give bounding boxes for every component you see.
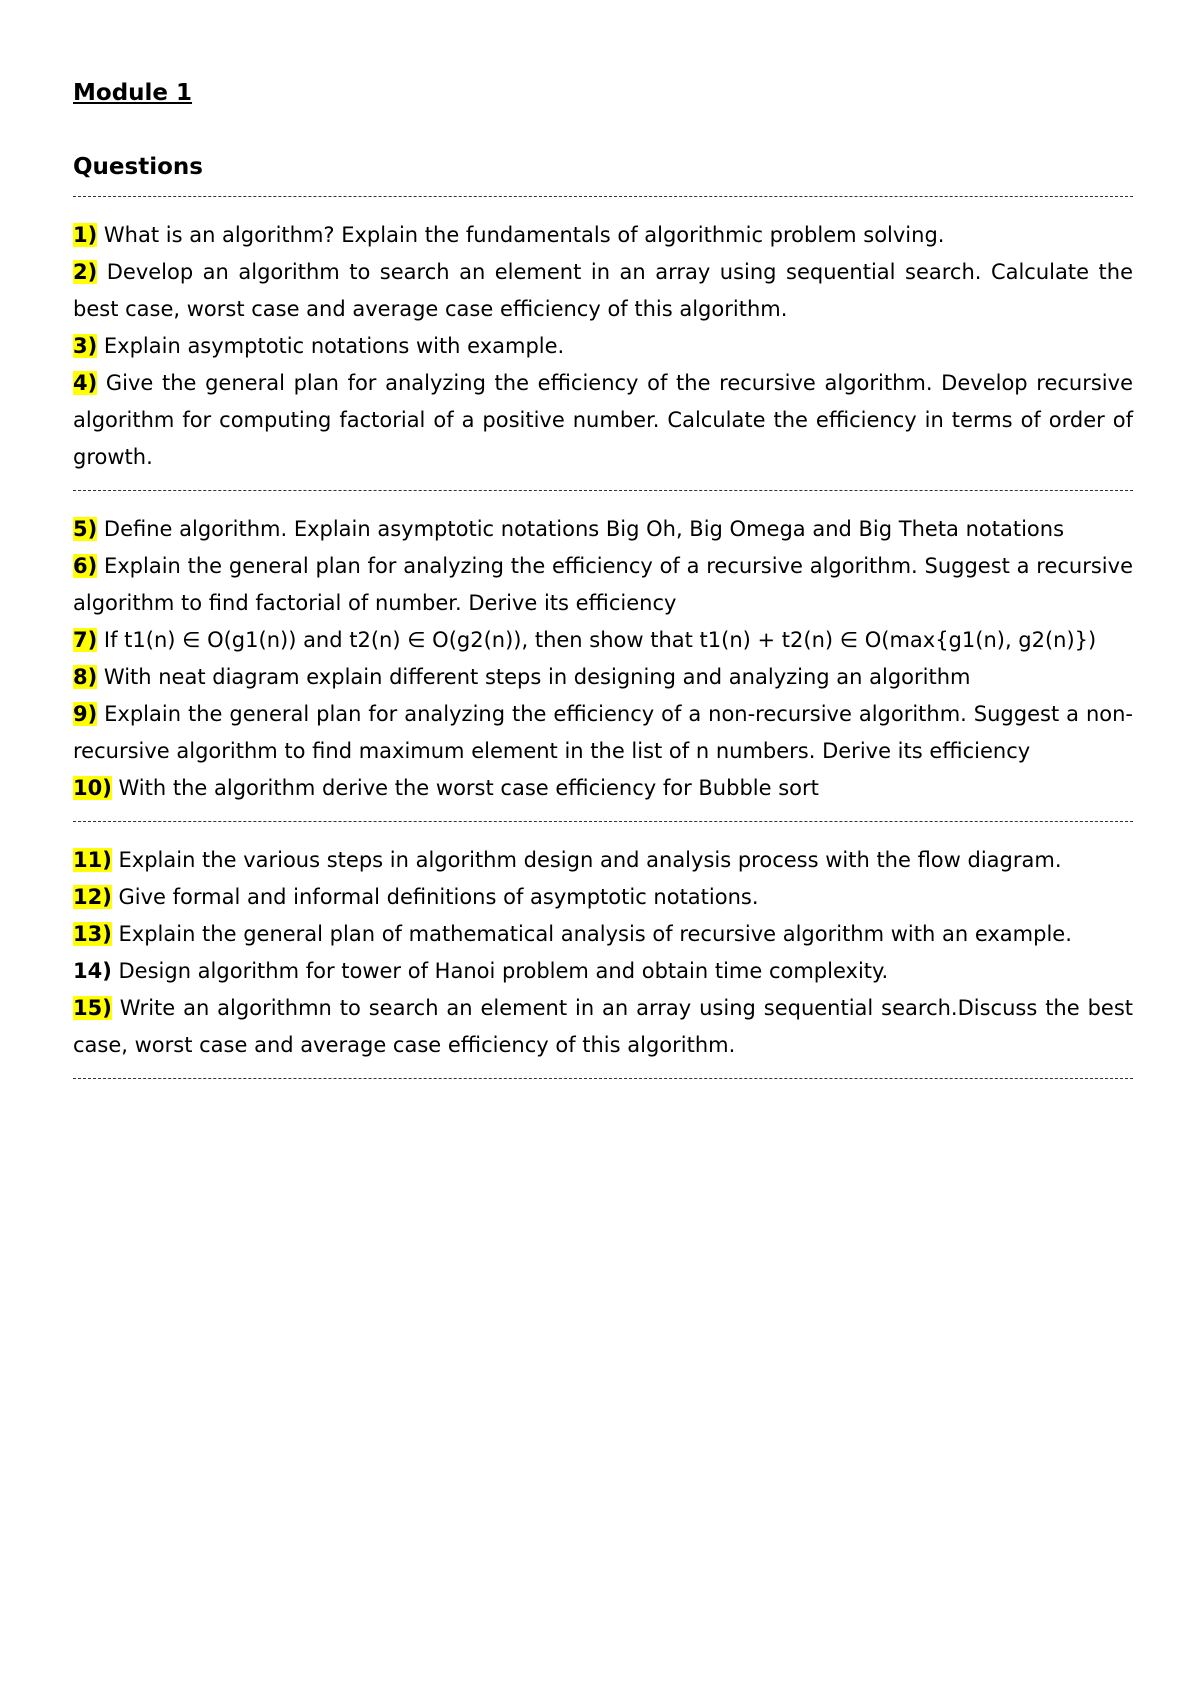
- question-text: Develop an algorithm to search an element in an array using sequential search. Calculate the best case, worst case and average case efficiency of this algorithm.: [73, 260, 1133, 321]
- question-text: If t1(n) ∈ O(g1(n)) and t2(n) ∈ O(g2(n)), then show that t1(n) + t2(n) ∈ O(max{g1(n), g2(n)}): [97, 628, 1097, 652]
- question-text: With neat diagram explain different steps in designing and analyzing an algorithm: [97, 665, 971, 689]
- question-item: [73, 990, 1133, 1064]
- question-number: 10): [73, 776, 112, 800]
- question-item: [73, 842, 1133, 879]
- question-number: 15): [73, 996, 112, 1020]
- separator: [73, 1078, 1133, 1080]
- question-number: 9): [73, 702, 98, 726]
- separator: [73, 196, 1133, 198]
- question-number: 3): [73, 334, 98, 358]
- question-number: 8): [73, 665, 98, 689]
- question-item: [73, 622, 1133, 659]
- separator: [73, 821, 1133, 823]
- question-item: [73, 511, 1133, 548]
- question-item: [73, 548, 1133, 622]
- question-text: Explain asymptotic notations with example.: [97, 334, 565, 358]
- questions-heading: Questions: [73, 154, 203, 180]
- question-number: 1): [73, 223, 98, 247]
- question-item: [73, 696, 1133, 770]
- question-text: Explain the various steps in algorithm design and analysis process with the flow diagram.: [111, 848, 1062, 872]
- question-number: 13): [73, 922, 112, 946]
- question-number: 6): [73, 554, 98, 578]
- question-text: Define algorithm. Explain asymptotic notations Big Oh, Big Omega and Big Theta notations: [97, 517, 1065, 541]
- module-title: Module 1: [73, 80, 193, 106]
- question-text: Write an algorithmn to search an element in an array using sequential search.Discuss the best case, worst case and average case efficiency of this algorithm.: [73, 996, 1133, 1057]
- question-number: 4): [73, 371, 98, 395]
- question-number: 11): [73, 848, 112, 872]
- question-number: 12): [73, 885, 112, 909]
- question-item: [73, 953, 1133, 990]
- question-item: [73, 916, 1133, 953]
- question-number: 2): [73, 260, 98, 284]
- question-item: [73, 770, 1133, 807]
- question-group-3: [73, 842, 1133, 1064]
- question-item: [73, 328, 1133, 365]
- separator: [73, 490, 1133, 492]
- question-text: Give the general plan for analyzing the efficiency of the recursive algorithm. Develop recursive algorithm for computing factorial of a positive number. Calculate the efficiency in terms of order of growth.: [73, 371, 1133, 469]
- question-text: Design algorithm for tower of Hanoi problem and obtain time complexity.: [111, 959, 889, 983]
- question-item: [73, 659, 1133, 696]
- question-number: 5): [73, 517, 98, 541]
- question-item: [73, 217, 1133, 254]
- question-item: [73, 365, 1133, 476]
- question-text: Explain the general plan for analyzing the efficiency of a recursive algorithm. Suggest a recursive algorithm to find factorial of number. Derive its efficiency: [73, 554, 1133, 615]
- question-text: What is an algorithm? Explain the fundamentals of algorithmic problem solving.: [97, 223, 945, 247]
- question-number: 14): [73, 959, 112, 983]
- question-group-2: [73, 511, 1133, 807]
- question-text: With the algorithm derive the worst case efficiency for Bubble sort: [111, 776, 819, 800]
- question-group-1: [73, 217, 1133, 476]
- question-item: [73, 879, 1133, 916]
- question-number: 7): [73, 628, 98, 652]
- question-text: Explain the general plan of mathematical analysis of recursive algorithm with an example.: [111, 922, 1072, 946]
- question-text: Give formal and informal definitions of asymptotic notations.: [111, 885, 759, 909]
- document-page: [73, 78, 1133, 1099]
- question-text: Explain the general plan for analyzing the efficiency of a non-recursive algorithm. Suggest a non-recursive algorithm to find maximum element in the list of n numbers. Derive its efficiency: [73, 702, 1133, 763]
- question-item: [73, 254, 1133, 328]
